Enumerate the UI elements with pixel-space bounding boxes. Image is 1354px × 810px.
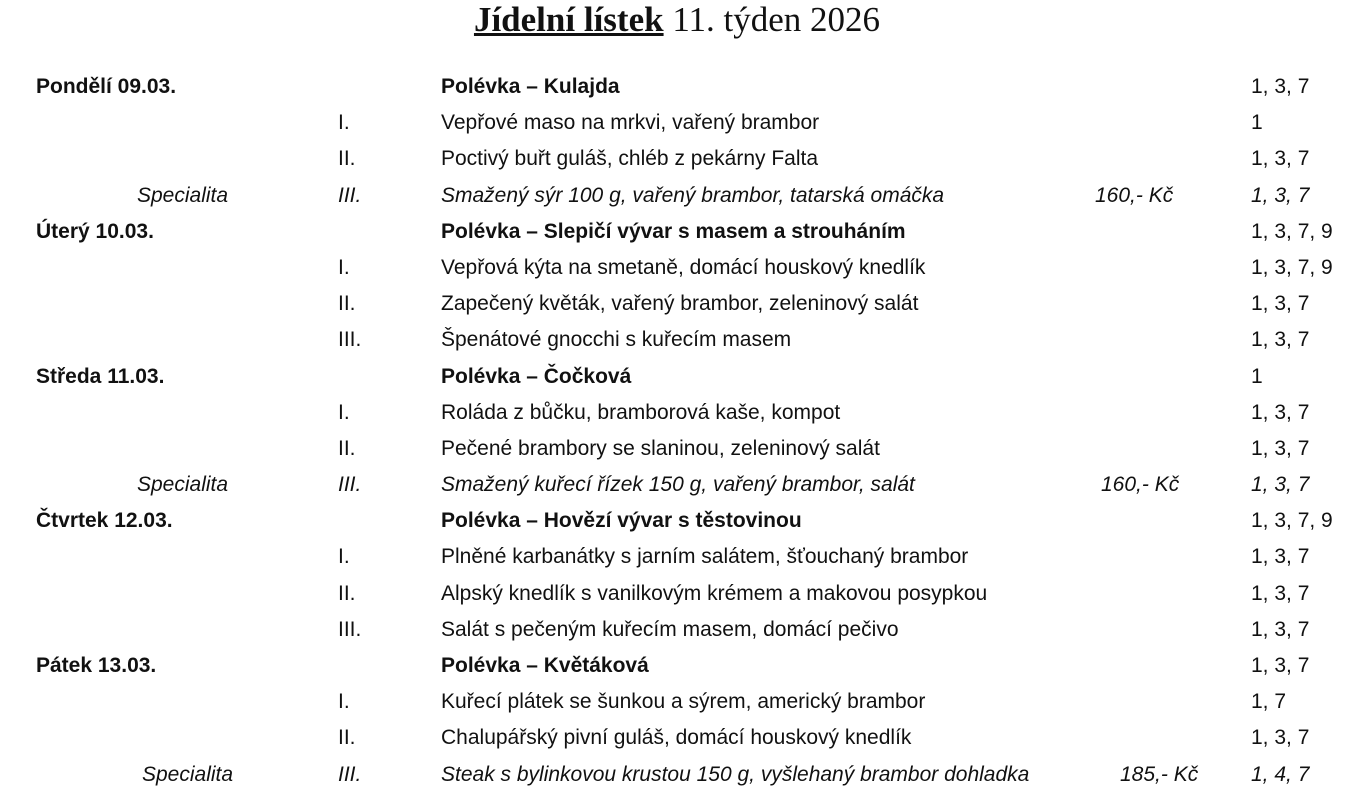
meal-name: Zapečený květák, vařený brambor, zeleninový salát xyxy=(441,292,919,316)
allergens: 1, 3, 7 xyxy=(1251,183,1310,207)
special-meal-row xyxy=(0,757,1354,793)
allergens: 1, 3, 7 xyxy=(1251,436,1310,460)
day-label: Pátek 13.03. xyxy=(36,654,157,677)
meal-name: Smažený kuřecí řízek 150 g, vařený brambor, salát xyxy=(441,473,915,497)
allergens: 1, 3, 7 xyxy=(1251,545,1310,569)
meal-number: II. xyxy=(338,581,356,605)
meal-number: I. xyxy=(338,111,350,135)
meal-number: III. xyxy=(338,617,362,641)
special-label: Specialita xyxy=(137,473,229,497)
allergens: 1, 3, 7 xyxy=(1251,726,1310,750)
soup-name: Polévka – Čočková xyxy=(441,364,632,388)
meal-row xyxy=(0,539,1354,575)
meal-name: Poctivý buřt guláš, chléb z pekárny Falta xyxy=(441,147,819,171)
allergens: 1, 3, 7 xyxy=(1251,328,1310,352)
meal-name: Chalupářský pivní guláš, domácí houskový knedlík xyxy=(441,726,912,750)
meal-number: I. xyxy=(338,545,350,569)
day-label: Středa 11.03. xyxy=(36,364,165,388)
meal-name: Kuřecí plátek se šunkou a sýrem, americký brambor xyxy=(441,690,926,714)
menu-title-main: Jídelní lístek xyxy=(473,0,664,39)
meal-number: II. xyxy=(338,436,356,460)
meal-row xyxy=(0,612,1354,648)
meal-number: III. xyxy=(338,762,362,786)
meal-name: Plněné karbanátky s jarním salátem, šťouchaný brambor xyxy=(441,545,969,569)
allergens: 1, 3, 7 xyxy=(1251,581,1310,605)
soup-name: Polévka – Kulajda xyxy=(441,75,620,98)
meal-name: Špenátové gnocchi s kuřecím masem xyxy=(441,328,792,352)
allergens: 1, 3, 7 xyxy=(1251,292,1310,316)
meal-name: Steak s bylinkovou krustou 150 g, vyšlehaný brambor dohladka xyxy=(441,762,1030,786)
soup-row xyxy=(0,214,1354,250)
menu-title-week: 11. týden 2026 xyxy=(672,0,881,39)
soup-name: Polévka – Hovězí vývar s těstovinou xyxy=(441,509,802,533)
meal-price: 185,- Kč xyxy=(1120,762,1199,786)
soup-name: Polévka – Květáková xyxy=(441,654,649,677)
day-label: Pondělí 09.03. xyxy=(36,75,177,98)
allergens: 1, 3, 7 xyxy=(1251,400,1310,424)
allergens: 1, 3, 7 xyxy=(1251,75,1310,98)
meal-row xyxy=(0,322,1354,358)
meal-number: III. xyxy=(338,183,362,207)
meal-number: III. xyxy=(338,328,362,352)
meal-row xyxy=(0,684,1354,720)
soup-name: Polévka – Slepičí vývar s masem a strouháním xyxy=(441,219,906,243)
meal-name: Pečené brambory se slaninou, zeleninový salát xyxy=(441,436,880,460)
meal-row xyxy=(0,431,1354,467)
meal-row xyxy=(0,576,1354,612)
allergens: 1, 4, 7 xyxy=(1251,762,1310,786)
allergens: 1, 3, 7, 9 xyxy=(1251,255,1333,279)
meal-number: I. xyxy=(338,255,350,279)
meal-number: III. xyxy=(338,473,362,497)
meal-name: Roláda z bůčku, bramborová kaše, kompot xyxy=(441,400,841,424)
allergens: 1, 7 xyxy=(1251,690,1287,714)
soup-row xyxy=(0,69,1354,105)
meal-name: Vepřové maso na mrkvi, vařený brambor xyxy=(441,111,820,135)
allergens: 1, 3, 7 xyxy=(1251,617,1310,641)
weekly-menu xyxy=(0,69,1354,793)
meal-name: Alpský knedlík s vanilkovým krémem a makovou posypkou xyxy=(441,581,988,605)
meal-price: 160,- Kč xyxy=(1101,473,1180,497)
day-label: Čtvrtek 12.03. xyxy=(36,509,173,533)
meal-name: Salát s pečeným kuřecím masem, domácí pečivo xyxy=(441,617,899,641)
soup-row xyxy=(0,648,1354,684)
meal-number: II. xyxy=(338,726,356,750)
meal-number: I. xyxy=(338,400,350,424)
special-label: Specialita xyxy=(142,762,234,786)
meal-row xyxy=(0,286,1354,322)
meal-row xyxy=(0,250,1354,286)
allergens: 1, 3, 7 xyxy=(1251,473,1310,497)
soup-row xyxy=(0,359,1354,395)
special-label: Specialita xyxy=(137,183,229,207)
day-label: Úterý 10.03. xyxy=(36,219,154,243)
special-meal-row xyxy=(0,467,1354,503)
meal-price: 160,- Kč xyxy=(1095,183,1174,207)
meal-name: Smažený sýr 100 g, vařený brambor, tatarská omáčka xyxy=(441,183,945,207)
meal-row xyxy=(0,141,1354,177)
meal-row xyxy=(0,395,1354,431)
meal-row xyxy=(0,105,1354,141)
allergens: 1, 3, 7, 9 xyxy=(1251,219,1333,243)
meal-number: II. xyxy=(338,147,356,171)
meal-name: Vepřová kýta na smetaně, domácí houskový knedlík xyxy=(441,255,926,279)
allergens: 1, 3, 7 xyxy=(1251,147,1310,171)
meal-number: II. xyxy=(338,292,356,316)
allergens: 1, 3, 7 xyxy=(1251,654,1310,677)
allergens: 1 xyxy=(1251,111,1263,135)
allergens: 1, 3, 7, 9 xyxy=(1251,509,1333,533)
special-meal-row xyxy=(0,178,1354,214)
meal-row xyxy=(0,720,1354,756)
soup-row xyxy=(0,503,1354,539)
menu-title xyxy=(0,0,1354,40)
allergens: 1 xyxy=(1251,364,1263,388)
meal-number: I. xyxy=(338,690,350,714)
